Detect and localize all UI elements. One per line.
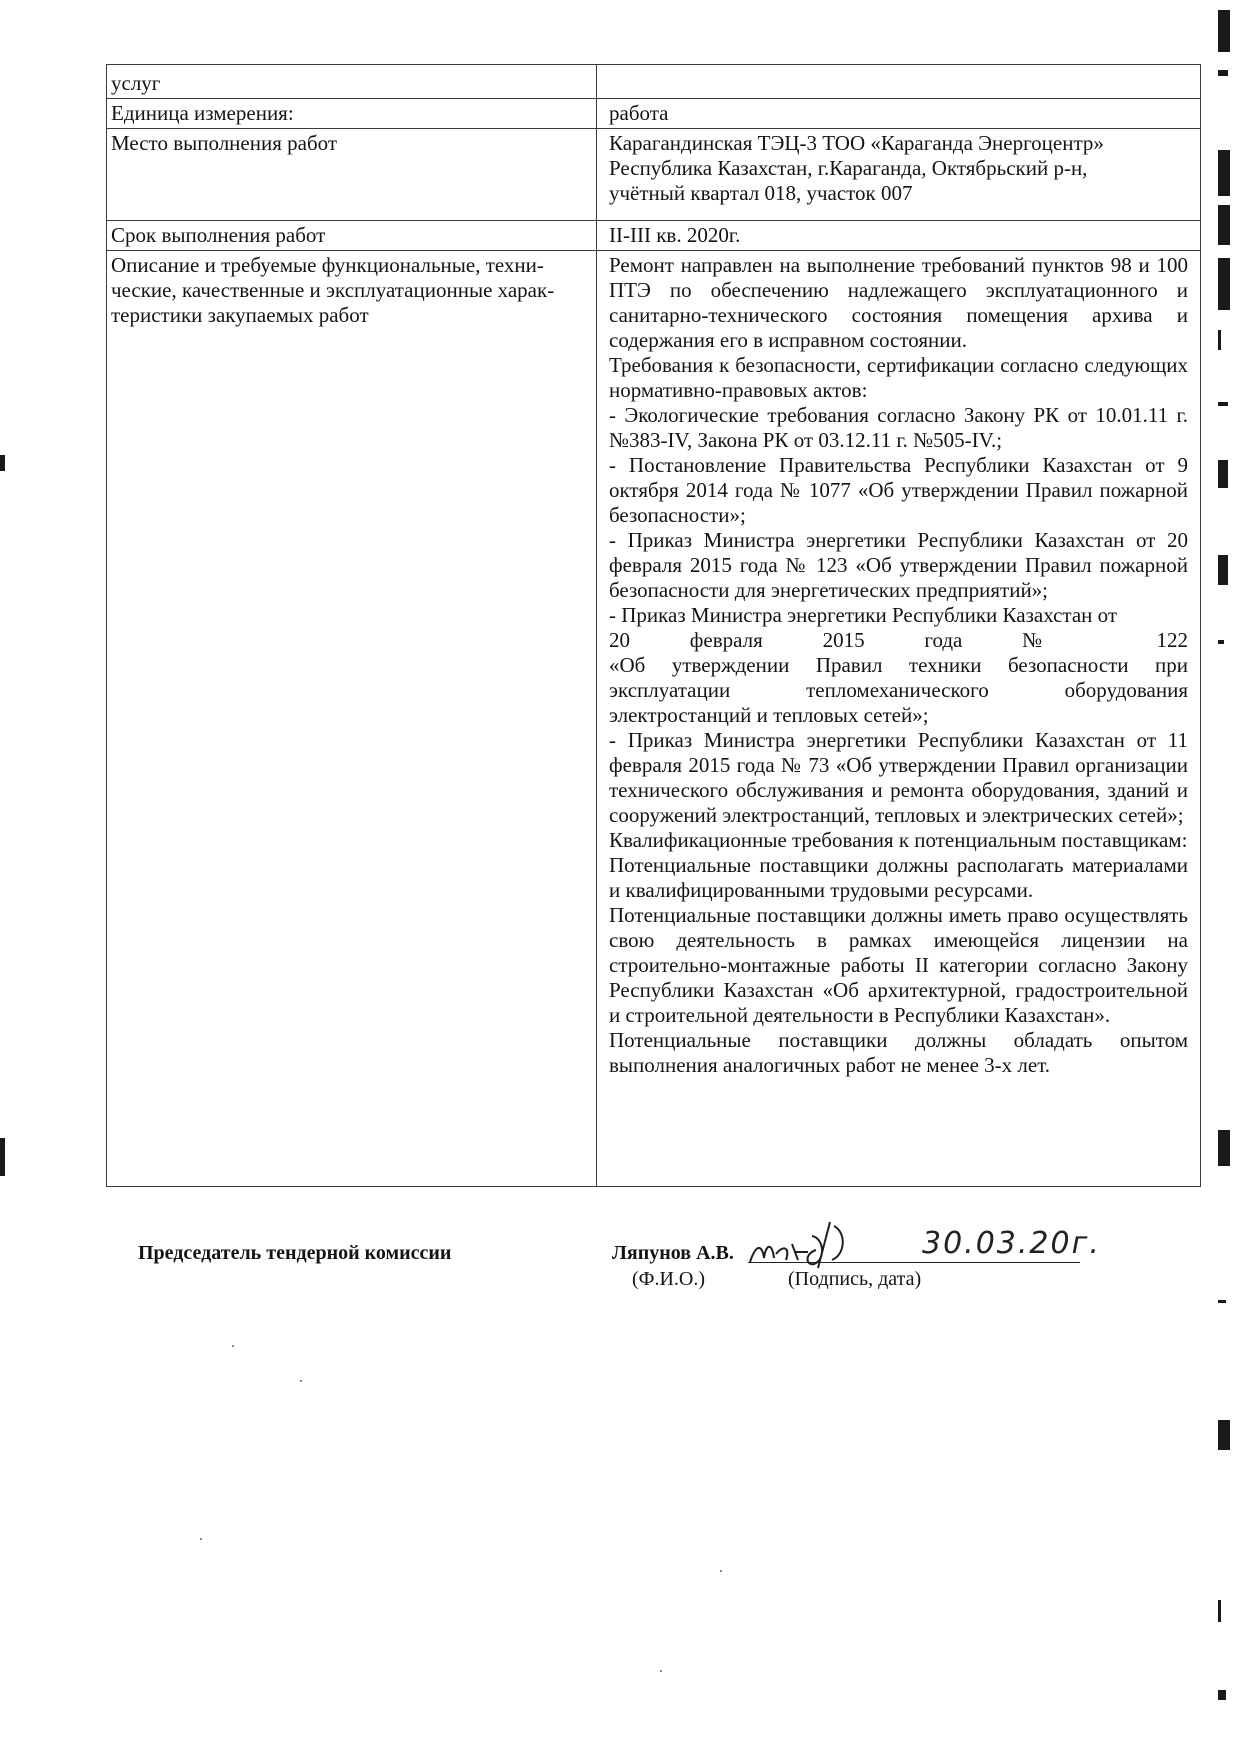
specification-table: [106, 64, 1201, 1187]
label-unit: Единица измерения:: [111, 101, 294, 125]
fio-caption: (Ф.И.О.): [632, 1268, 706, 1290]
scan-speck: [200, 1538, 202, 1540]
scan-speck: [232, 1345, 234, 1347]
signer-name: Ляпунов А.В.: [612, 1242, 734, 1264]
label-work-location: Место выполнения работ: [111, 131, 338, 155]
description-cell: [597, 251, 1201, 1187]
location-line: Республика Казахстан, г.Караганда, Октябрьский р-н,: [609, 156, 1088, 180]
row-value: [597, 99, 1201, 129]
description-paragraph: Потенциальные поставщики должны иметь право осуществлять свою деятельность в рамках имеющейся лицензии на строительно-монтажные работы II категории согласно Закону Республики Казахстан «Об архитектурной, градостроительной и строительной деятельности в Республики Казахстан».: [609, 903, 1188, 1027]
description-paragraph: - Постановление Правительства Республики Казахстан от 9 октября 2014 года № 1077 «Об утверждении Правил пожарной безопасности»;: [609, 453, 1188, 527]
row-value: [597, 65, 1201, 99]
handwritten-signature: [742, 1214, 912, 1274]
row-label: [107, 129, 597, 221]
label-uslug: услуг: [111, 71, 161, 95]
row-value: [597, 129, 1201, 221]
description-label-line: ческие, качественные и эксплуатационные харак-: [111, 278, 555, 302]
signature-caption: (Подпись, дата): [788, 1268, 922, 1290]
location-line: учётный квартал 018, участок 007: [609, 181, 913, 205]
scan-edge-marks: [1218, 0, 1234, 1754]
description-paragraph: Потенциальные поставщики должны обладать опытом выполнения аналогичных работ не менее 3-х лет.: [609, 1028, 1188, 1077]
description-paragraph: - Приказ Министра энергетики Республики Казахстан от: [609, 603, 1118, 627]
scan-speck: [720, 1570, 722, 1572]
table-row: [107, 99, 1201, 129]
row-label: [107, 65, 597, 99]
row-label: [107, 251, 597, 1187]
description-label-line: Описание и требуемые функциональные, техни-: [111, 253, 544, 277]
description-paragraph: Потенциальные поставщики должны располагать материалами и квалифицированными трудовыми ресурсами.: [609, 853, 1188, 902]
row-label: [107, 99, 597, 129]
scan-speck: [660, 1670, 662, 1672]
scan-speck: [300, 1380, 302, 1382]
description-label-line: теристики закупаемых работ: [111, 303, 369, 327]
value-work-period: II-III кв. 2020г.: [609, 223, 741, 247]
scan-edge-mark-left: [0, 455, 5, 471]
table-row: [107, 221, 1201, 251]
chair-title: Председатель тендерной комиссии: [138, 1242, 452, 1264]
label-work-period: Срок выполнения работ: [111, 223, 326, 247]
value-unit: работа: [609, 101, 669, 125]
description-paragraph: - Экологические требования согласно Закону РК от 10.01.11 г. №383-IV, Закона РК от 03.12.11 г. №505-IV.;: [609, 403, 1188, 452]
description-paragraph: 20 февраля 2015 года № 122: [609, 628, 1188, 652]
table-row: [107, 129, 1201, 221]
row-value: [597, 221, 1201, 251]
description-paragraph: - Приказ Министра энергетики Республики Казахстан от 20 февраля 2015 года № 123 «Об утверждении Правил пожарной безопасности для энергетических предприятий»;: [609, 528, 1188, 602]
description-paragraph: Квалификационные требования к потенциальным поставщикам:: [609, 828, 1188, 852]
location-line: Карагандинская ТЭЦ-3 ТОО «Караганда Энергоцентр»: [609, 131, 1104, 155]
description-paragraph: - Приказ Министра энергетики Республики Казахстан от 11 февраля 2015 года № 73 «Об утверждении Правил организации технического обслуживания и ремонта оборудования, зданий и сооружений электростанций, тепловых и электрических сетей»;: [609, 728, 1188, 827]
table-row: [107, 65, 1201, 99]
table-row: [107, 251, 1201, 1187]
scan-edge-mark-left: [0, 1138, 5, 1176]
description-paragraph: «Об утверждении Правил техники безопасности при эксплуатации тепломеханического оборудования электростанций и тепловых сетей»;: [609, 653, 1188, 727]
description-paragraph: Ремонт направлен на выполнение требований пунктов 98 и 100 ПТЭ по обеспечению надлежащего эксплуатационного и санитарно-технического состояния помещения архива и содержания его в исправном состоянии.: [609, 253, 1188, 352]
row-label: [107, 221, 597, 251]
description-paragraph: Требования к безопасности, сертификации согласно следующих нормативно-правовых актов:: [609, 353, 1188, 402]
handwritten-date: 30.03.20г.: [922, 1226, 1101, 1261]
